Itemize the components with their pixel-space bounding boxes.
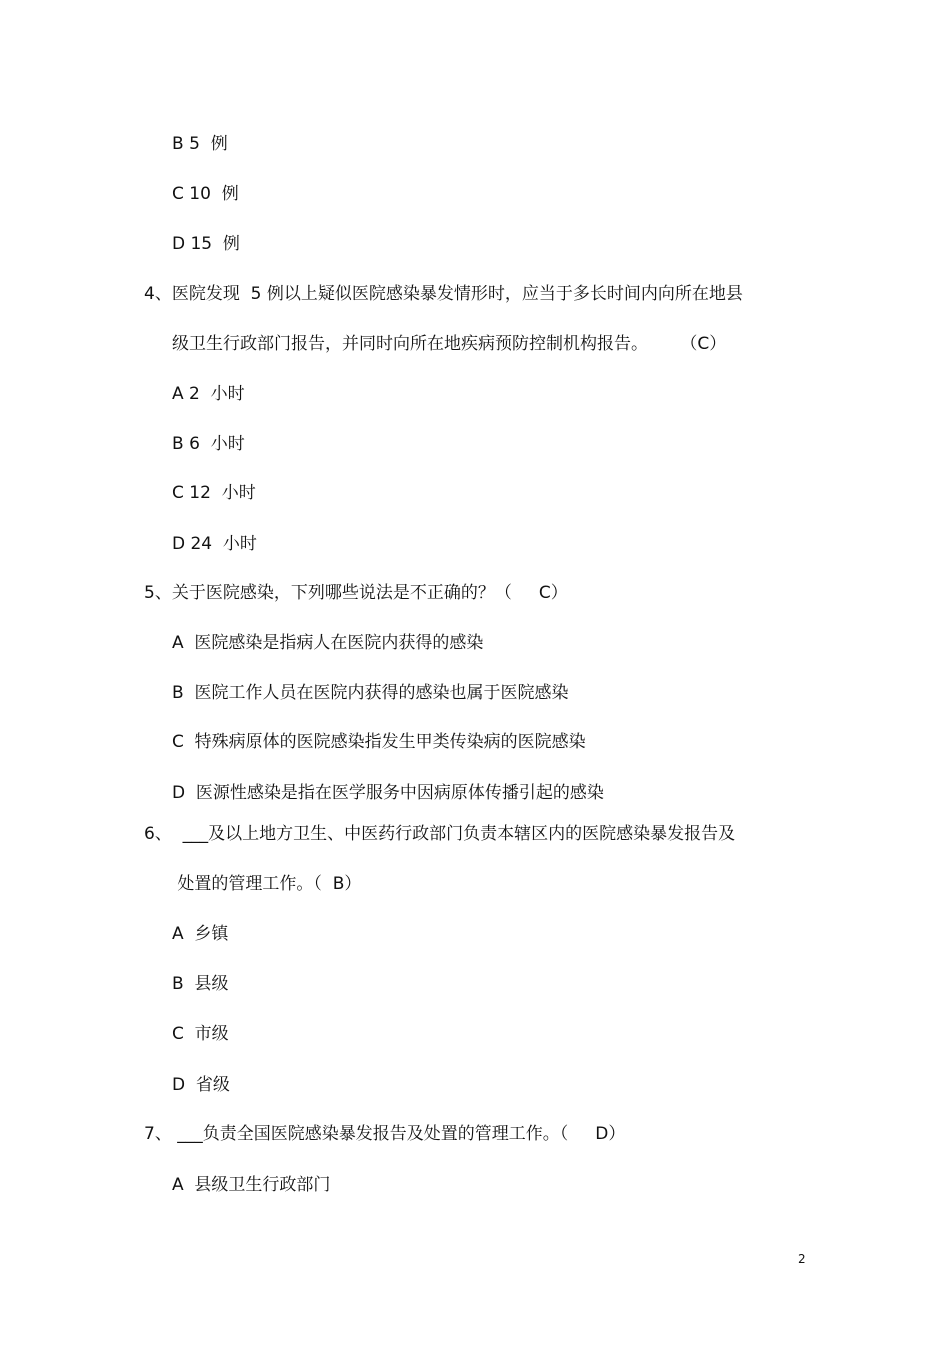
- q4-option-b: B 6 小时: [172, 434, 245, 454]
- q7-option-a: A 县级卫生行政部门: [172, 1175, 331, 1195]
- q5-text-line1: 5、关于医院感染，下列哪些说法是不正确的？（ C）: [144, 583, 568, 603]
- page-number: 2: [798, 1252, 806, 1266]
- q3-option-b: B 5 例: [172, 134, 228, 154]
- q6-option-d: D 省级: [172, 1075, 230, 1095]
- q4-option-a: A 2 小时: [172, 384, 245, 404]
- q6-option-b: B 县级: [172, 974, 229, 994]
- q3-option-c: C 10 例: [172, 184, 239, 204]
- q4-text-line1: 4、医院发现 5 例以上疑似医院感染暴发情形时，应当于多长时间内向所在地县: [144, 284, 743, 304]
- q6-option-a: A 乡镇: [172, 924, 229, 944]
- q4-text-line2: 级卫生行政部门报告，并同时向所在地疾病预防控制机构报告。 （C）: [172, 334, 727, 354]
- q5-option-c: C 特殊病原体的医院感染指发生甲类传染病的医院感染: [172, 732, 586, 752]
- q5-option-d: D 医源性感染是指在医学服务中因病原体传播引起的感染: [172, 783, 604, 803]
- q4-option-c: C 12 小时: [172, 483, 256, 503]
- q4-option-d: D 24 小时: [172, 534, 257, 554]
- q3-option-d: D 15 例: [172, 234, 240, 254]
- q6-option-c: C 市级: [172, 1024, 229, 1044]
- q5-option-a: A 医院感染是指病人在医院内获得的感染: [172, 633, 484, 653]
- q5-option-b: B 医院工作人员在医院内获得的感染也属于医院感染: [172, 683, 569, 703]
- q7-text-line1: 7、 ___负责全国医院感染暴发报告及处置的管理工作。（ D）: [144, 1124, 626, 1144]
- q6-text-line2: 处置的管理工作。（ B）: [172, 874, 362, 894]
- q6-text-line1: 6、 ___及以上地方卫生、中医药行政部门负责本辖区内的医院感染暴发报告及: [144, 824, 736, 844]
